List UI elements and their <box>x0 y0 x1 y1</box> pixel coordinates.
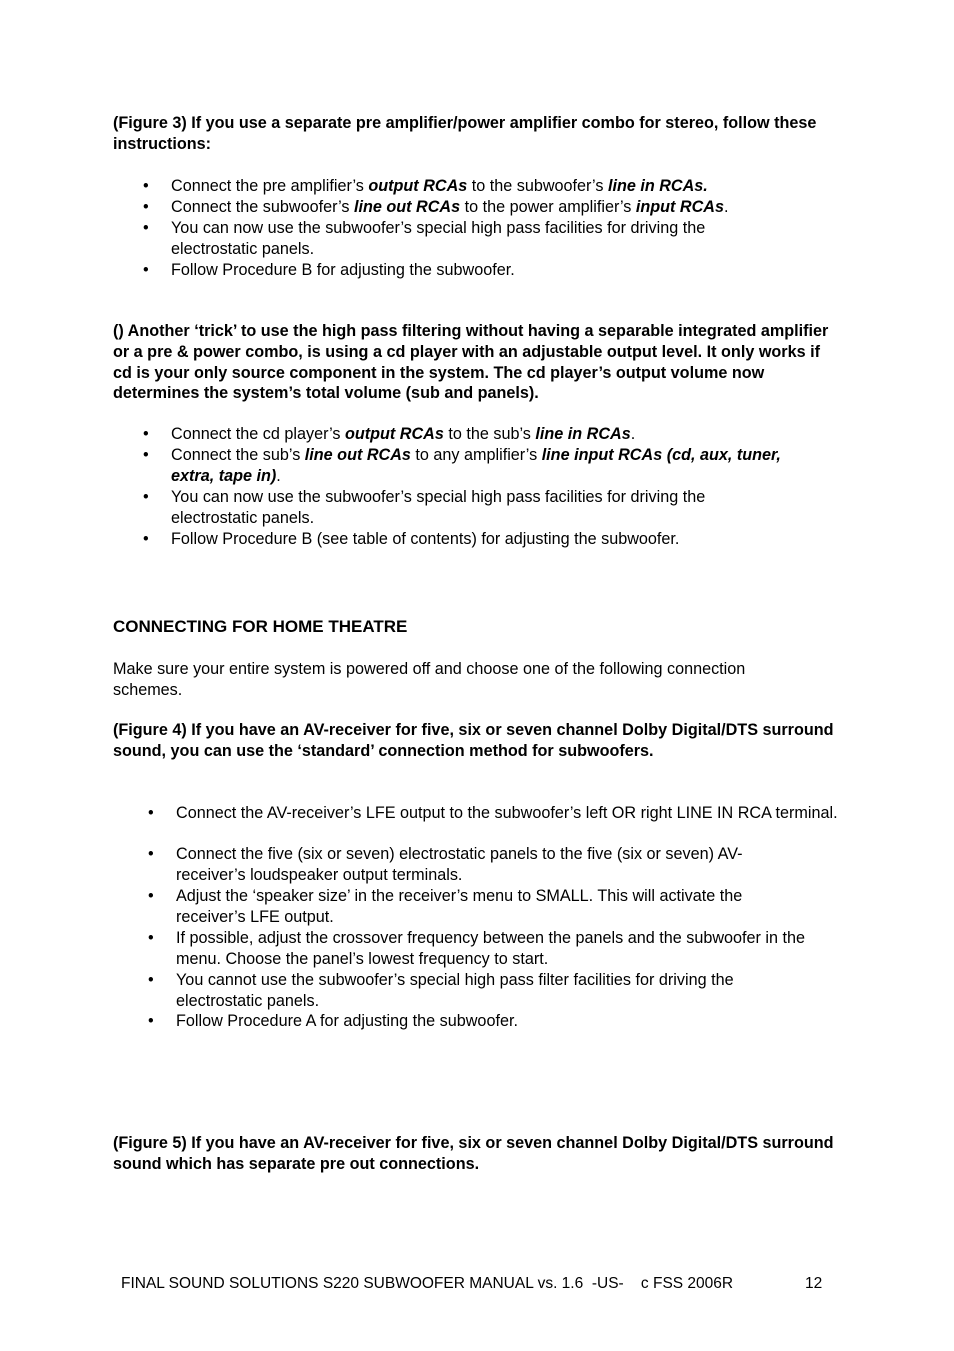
fig4-bullet-1: Connect the AV-receiver’s LFE output to the subwoofer’s left OR right LINE IN RCA terminal. <box>176 804 838 822</box>
fig4-bullet-6: Follow Procedure A for adjusting the subwoofer. <box>176 1012 518 1030</box>
bullet: • <box>148 929 154 947</box>
figure-5-heading: (Figure 5) If you have an AV-receiver for five, six or seven channel Dolby Digital/DTS surround sound which has separate pre out connections. <box>113 1134 834 1173</box>
bullet: • <box>143 198 149 216</box>
trick-bullet-4: Follow Procedure B (see table of contents) for adjusting the subwoofer. <box>171 530 680 548</box>
bullet: • <box>143 425 149 443</box>
bullet: • <box>148 1012 154 1030</box>
bullet: • <box>148 845 154 863</box>
bullet: • <box>143 261 149 279</box>
fig3-bullet-1: Connect the pre amplifier’s output RCAs to the subwoofer’s line in RCAs. <box>171 177 708 195</box>
fig3-bullet-3: You can now use the subwoofer’s special high pass facilities for driving the electrostatic panels. <box>171 219 706 258</box>
fig3-bullet-4: Follow Procedure B for adjusting the subwoofer. <box>171 261 515 279</box>
bullet: • <box>148 887 154 905</box>
bullet: • <box>143 446 149 464</box>
figure-4-heading: (Figure 4) If you have an AV-receiver for five, six or seven channel Dolby Digital/DTS surround sound, you can use the ‘standard’ connection method for subwoofers. <box>113 721 834 760</box>
fig4-bullet-3: Adjust the ‘speaker size’ in the receiver’s menu to SMALL. This will activate the receiver’s LFE output. <box>176 887 743 926</box>
page-number: 12 <box>805 1275 823 1292</box>
trick-bullet-3: You can now use the subwoofer’s special high pass facilities for driving the electrostatic panels. <box>171 488 706 527</box>
trick-bullet-2: Connect the sub’s line out RCAs to any amplifier’s line input RCAs (cd, aux, tuner, extra, tape in). <box>171 446 781 485</box>
fig4-bullet-4: If possible, adjust the crossover frequency between the panels and the subwoofer in the menu. Choose the panel’s lowest frequency to start. <box>176 929 806 968</box>
bullet: • <box>143 219 149 237</box>
bullet: • <box>148 804 154 822</box>
bullet: • <box>143 530 149 548</box>
section-title: CONNECTING FOR HOME THEATRE <box>113 617 408 636</box>
bullet: • <box>143 488 149 506</box>
intro-paragraph: Make sure your entire system is powered off and choose one of the following connection schemes. <box>113 660 746 699</box>
trick-bullet-1: Connect the cd player’s output RCAs to the sub’s line in RCAs. <box>171 425 636 443</box>
trick-heading: () Another ‘trick’ to use the high pass filtering without having a separable integrated amplifier or a pre & power combo, is using a cd player with an adjustable output level. It only works if cd is your only source component in the system. The cd player’s output volume now determines the system’s total volume (sub and panels). <box>113 322 829 403</box>
bullet: • <box>143 177 149 195</box>
fig3-bullet-2: Connect the subwoofer’s line out RCAs to the power amplifier’s input RCAs. <box>171 198 729 216</box>
fig4-bullet-2: Connect the five (six or seven) electrostatic panels to the five (six or seven) AV-receiver’s loudspeaker output terminals. <box>176 845 743 884</box>
figure-3-heading: (Figure 3) If you use a separate pre amplifier/power amplifier combo for stereo, follow these instructions: <box>113 114 817 153</box>
fig4-bullet-5: You cannot use the subwoofer’s special high pass filter facilities for driving the electrostatic panels. <box>176 971 734 1010</box>
footer-text: FINAL SOUND SOLUTIONS S220 SUBWOOFER MANUAL vs. 1.6 -US- c FSS 2006R <box>121 1275 734 1292</box>
bullet: • <box>148 971 154 989</box>
